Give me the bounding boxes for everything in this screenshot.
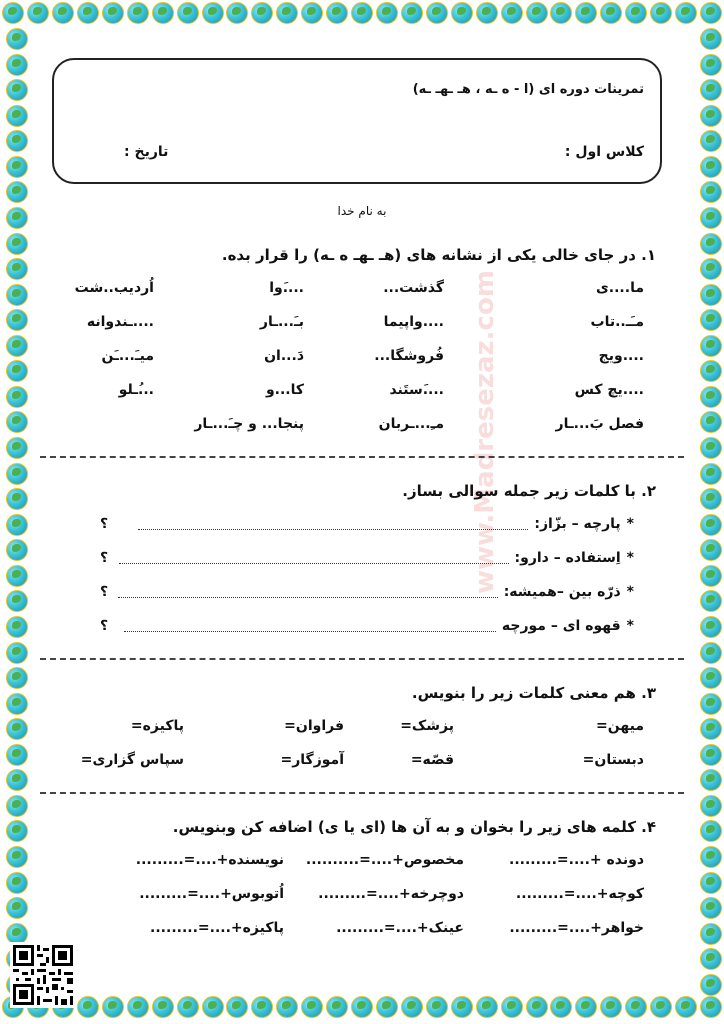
globe-icon — [700, 156, 722, 178]
q1-cell: ما....ی — [595, 280, 644, 296]
globe-icon — [6, 897, 28, 919]
globe-icon — [700, 744, 722, 766]
globe-icon — [700, 693, 722, 715]
globe-icon — [700, 258, 722, 280]
q1-cell: ....َوا — [269, 280, 304, 296]
globe-icon — [700, 233, 722, 255]
q4-cell: مخصوص+....=.......... — [305, 852, 464, 868]
separator — [40, 456, 684, 458]
bismillah: به نام خدا — [337, 204, 387, 218]
question-mark: ؟ — [100, 516, 109, 532]
globe-icon — [476, 996, 498, 1018]
watermark: www.Madresezaz.com — [470, 270, 500, 594]
globe-icon — [177, 996, 199, 1018]
q1-cell: پنجا... و چـَ...ـار — [194, 416, 304, 432]
globe-icon — [526, 996, 548, 1018]
globe-icon — [326, 996, 348, 1018]
q3-cell: دبستان= — [582, 752, 644, 768]
q3-cell: میهن= — [596, 718, 644, 734]
globe-icon — [6, 565, 28, 587]
globe-icon — [6, 718, 28, 740]
globe-icon — [700, 667, 722, 689]
q4-cell: اُتوبوس+....=......... — [139, 886, 284, 902]
globe-icon — [2, 2, 24, 24]
globe-icon — [351, 2, 373, 24]
globe-icon — [575, 996, 597, 1018]
globe-icon — [700, 2, 722, 24]
q2-item — [118, 584, 634, 600]
bullet: * — [626, 618, 634, 634]
q1-cell: ....یچ کس — [574, 382, 644, 398]
globe-icon — [301, 2, 323, 24]
globe-icon — [6, 309, 28, 331]
q2-words: قهوه ای – مورچه — [501, 618, 621, 634]
globe-icon — [550, 996, 572, 1018]
globe-icon — [6, 54, 28, 76]
globe-icon — [127, 2, 149, 24]
globe-icon — [700, 335, 722, 357]
globe-icon — [77, 2, 99, 24]
globe-icon — [700, 360, 722, 382]
border-left — [2, 28, 28, 996]
globe-icon — [6, 79, 28, 101]
globe-icon — [700, 872, 722, 894]
globe-icon — [700, 565, 722, 587]
globe-icon — [700, 54, 722, 76]
globe-icon — [6, 105, 28, 127]
globe-icon — [6, 514, 28, 536]
globe-icon — [700, 28, 722, 50]
question-mark: ؟ — [100, 618, 109, 634]
q1-cell: ...ُـلو — [118, 382, 154, 398]
globe-icon — [6, 539, 28, 561]
globe-icon — [700, 386, 722, 408]
globe-icon — [6, 386, 28, 408]
separator — [40, 658, 684, 660]
q1-cell: ....ـندوانه — [86, 314, 154, 330]
globe-icon — [700, 718, 722, 740]
globe-icon — [27, 2, 49, 24]
globe-icon — [6, 872, 28, 894]
globe-icon — [700, 309, 722, 331]
globe-icon — [77, 996, 99, 1018]
globe-icon — [700, 897, 722, 919]
globe-icon — [251, 996, 273, 1018]
globe-icon — [152, 996, 174, 1018]
bullet: * — [626, 584, 634, 600]
globe-icon — [700, 795, 722, 817]
globe-icon — [700, 539, 722, 561]
globe-icon — [376, 996, 398, 1018]
globe-icon — [6, 335, 28, 357]
globe-icon — [6, 846, 28, 868]
globe-icon — [700, 437, 722, 459]
answer-line[interactable] — [119, 553, 509, 564]
globe-icon — [6, 795, 28, 817]
q4-cell: خواهر+....=......... — [509, 920, 644, 936]
globe-icon — [6, 744, 28, 766]
globe-icon — [700, 463, 722, 485]
q3-cell: پاکیزه= — [130, 718, 184, 734]
globe-icon — [426, 2, 448, 24]
worksheet-title: تمرینات دوره ای (ا - ه ـه ، هـ ـهـ ـه) — [412, 82, 644, 97]
q3-cell: آموزگار= — [280, 752, 344, 768]
globe-icon — [700, 105, 722, 127]
q3-instruction: ۳. هم معنی کلمات زیر را بنویس. — [411, 684, 656, 702]
globe-icon — [6, 28, 28, 50]
globe-icon — [600, 2, 622, 24]
globe-icon — [6, 181, 28, 203]
class-label: کلاس اول : — [564, 144, 644, 160]
answer-line[interactable] — [138, 519, 528, 530]
globe-icon — [700, 181, 722, 203]
globe-icon — [102, 2, 124, 24]
header-box — [52, 58, 662, 184]
globe-icon — [501, 2, 523, 24]
border-top — [2, 2, 722, 28]
globe-icon — [376, 2, 398, 24]
globe-icon — [575, 2, 597, 24]
globe-icon — [127, 996, 149, 1018]
globe-icon — [700, 820, 722, 842]
q1-cell: ....َستَند — [389, 382, 444, 398]
globe-icon — [6, 437, 28, 459]
globe-icon — [6, 130, 28, 152]
globe-icon — [226, 996, 248, 1018]
globe-icon — [202, 2, 224, 24]
q2-words: ذرّه بین –همیشه: — [503, 584, 621, 600]
globe-icon — [6, 616, 28, 638]
globe-icon — [476, 2, 498, 24]
globe-icon — [276, 2, 298, 24]
globe-icon — [451, 996, 473, 1018]
globe-icon — [6, 769, 28, 791]
q2-words: اِستفاده – دارو: — [514, 550, 621, 566]
globe-icon — [6, 258, 28, 280]
date-label: تاریخ : — [124, 144, 169, 160]
globe-icon — [6, 667, 28, 689]
q3-cell: فراوان= — [284, 718, 344, 734]
q2-item — [138, 516, 634, 532]
globe-icon — [102, 996, 124, 1018]
separator — [40, 792, 684, 794]
globe-icon — [700, 590, 722, 612]
q3-cell: پزشک= — [400, 718, 454, 734]
globe-icon — [6, 488, 28, 510]
globe-icon — [401, 2, 423, 24]
qr-code — [10, 942, 76, 1008]
q2-item — [119, 550, 634, 566]
globe-icon — [700, 769, 722, 791]
globe-icon — [700, 514, 722, 536]
globe-icon — [276, 996, 298, 1018]
q1-cell: مـَـ..تاب — [590, 314, 644, 330]
q2-words: پارچه – بزّاز: — [534, 516, 621, 532]
q1-cell: اُردیب..شت — [74, 280, 154, 296]
qr-code-icon — [10, 942, 76, 1008]
globe-icon — [6, 820, 28, 842]
q4-cell: دونده +....=......... — [509, 852, 644, 868]
question-mark: ؟ — [100, 584, 109, 600]
globe-icon — [700, 948, 722, 970]
globe-icon — [501, 996, 523, 1018]
border-bottom — [2, 996, 722, 1022]
question-mark: ؟ — [100, 550, 109, 566]
globe-icon — [650, 2, 672, 24]
q1-cell: ....واپیما — [383, 314, 444, 330]
globe-icon — [700, 411, 722, 433]
globe-icon — [550, 2, 572, 24]
globe-icon — [700, 79, 722, 101]
globe-icon — [226, 2, 248, 24]
globe-icon — [700, 642, 722, 664]
globe-icon — [700, 846, 722, 868]
globe-icon — [526, 2, 548, 24]
globe-icon — [625, 2, 647, 24]
globe-icon — [6, 693, 28, 715]
globe-icon — [700, 488, 722, 510]
bullet: * — [626, 550, 634, 566]
globe-icon — [251, 2, 273, 24]
q4-cell: دوچرخه+....=......... — [318, 886, 464, 902]
globe-icon — [6, 590, 28, 612]
q1-cell: دَ...ان — [264, 348, 304, 364]
globe-icon — [6, 284, 28, 306]
q3-cell: سپاس گزاری= — [80, 752, 184, 768]
answer-line[interactable] — [124, 621, 496, 632]
q1-cell: فُروشگا... — [374, 348, 444, 364]
q2-item — [124, 618, 634, 634]
q1-cell: کا...و — [265, 382, 304, 398]
q2-instruction: ۲. با کلمات زیر جمله سوالی بساز. — [402, 482, 656, 500]
bullet: * — [626, 516, 634, 532]
globe-icon — [6, 642, 28, 664]
globe-icon — [6, 233, 28, 255]
q1-cell: گذشت... — [383, 280, 444, 296]
q4-instruction: ۴. کلمه های زیر را بخوان و به آن ها (ای یا ی) اضافه کن وبنویس. — [172, 818, 656, 836]
q1-cell: مـِ...ـربان — [378, 416, 444, 432]
globe-icon — [700, 996, 722, 1018]
globe-icon — [675, 996, 697, 1018]
globe-icon — [675, 2, 697, 24]
q1-cell: بـَ...ـار — [259, 314, 304, 330]
q4-cell: پاکیزه+....=......... — [150, 920, 284, 936]
globe-icon — [351, 996, 373, 1018]
globe-icon — [152, 2, 174, 24]
globe-icon — [600, 996, 622, 1018]
globe-icon — [326, 2, 348, 24]
globe-icon — [700, 130, 722, 152]
globe-icon — [6, 411, 28, 433]
globe-icon — [177, 2, 199, 24]
q1-instruction: ۱. در جای خالی یکی از نشانه های (هـ ـهـ ه ـه) را قرار بده. — [221, 246, 656, 264]
border-right — [696, 28, 722, 996]
globe-icon — [52, 2, 74, 24]
globe-icon — [426, 996, 448, 1018]
globe-icon — [700, 923, 722, 945]
q3-cell: قصّه= — [410, 752, 454, 768]
q1-cell: فصل بَ...ـار — [555, 416, 644, 432]
q4-cell: کوچه+....=......... — [515, 886, 644, 902]
globe-icon — [6, 463, 28, 485]
globe-icon — [625, 996, 647, 1018]
globe-icon — [700, 284, 722, 306]
q4-cell: نویسنده+....=......... — [135, 852, 284, 868]
globe-icon — [650, 996, 672, 1018]
globe-icon — [700, 616, 722, 638]
globe-icon — [451, 2, 473, 24]
globe-icon — [6, 156, 28, 178]
globe-icon — [401, 996, 423, 1018]
globe-icon — [700, 974, 722, 996]
globe-icon — [202, 996, 224, 1018]
globe-icon — [301, 996, 323, 1018]
globe-icon — [6, 360, 28, 382]
q1-cell: ....ویج — [598, 348, 644, 364]
answer-line[interactable] — [118, 587, 498, 598]
q4-cell: عینک+....=......... — [336, 920, 464, 936]
q1-cell: میـَ...ـَن — [101, 348, 154, 364]
